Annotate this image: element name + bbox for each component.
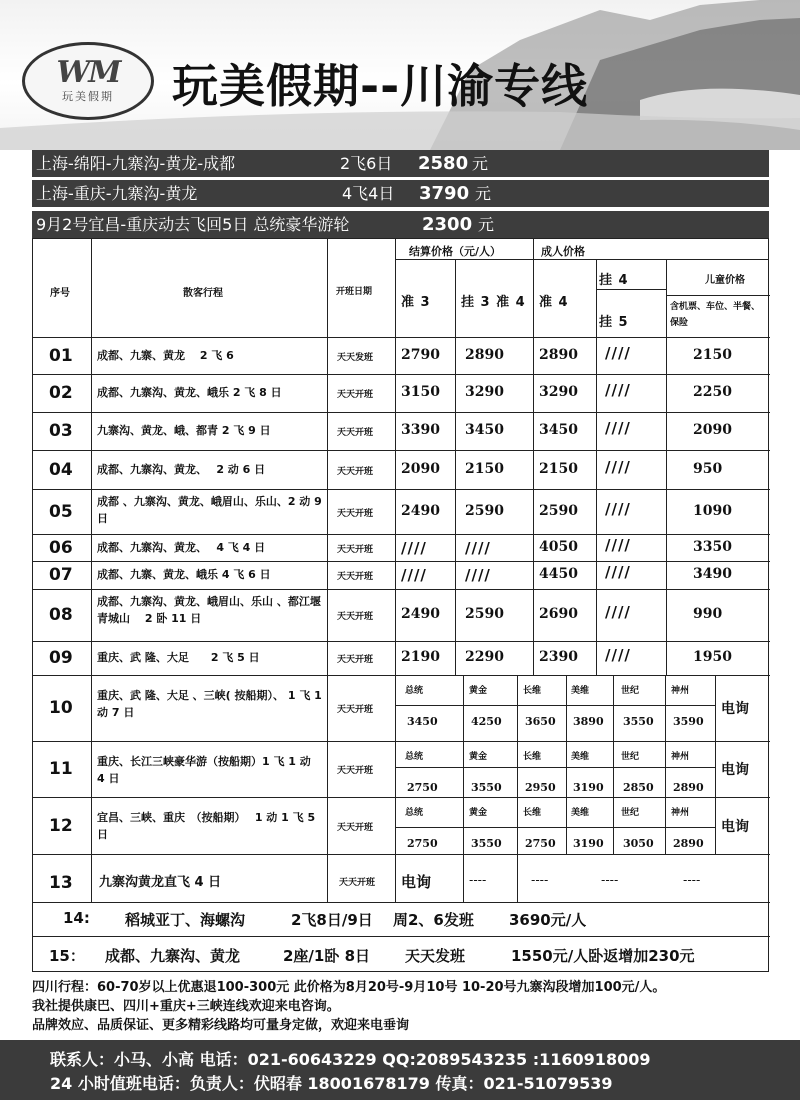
header-child-note: 含机票、车位、半餐、保险: [670, 302, 761, 328]
promo-price: 3790: [419, 183, 470, 204]
price-child: 2150: [693, 346, 732, 363]
ship-price: 3550: [623, 715, 654, 728]
price-table: [32, 238, 769, 972]
header-gua3zhun4: 挂 3 准 4: [461, 295, 526, 310]
price-gua4: ////: [605, 499, 631, 518]
row-no: 05: [49, 501, 73, 522]
promo-band-3: [32, 211, 769, 238]
ship-name: 长维: [523, 808, 542, 818]
price-p3: 2890: [539, 346, 578, 363]
price-p2: 2150: [465, 460, 504, 477]
row-schedule: 天天开班: [337, 466, 374, 477]
row-no: 09: [49, 648, 73, 668]
header-zhun3: 准 3: [401, 295, 431, 310]
row-schedule: 天天开班: [337, 508, 374, 519]
ship-name: 黄金: [469, 808, 488, 818]
ship-name: 世纪: [621, 752, 640, 762]
ship-price: 3890: [573, 715, 604, 728]
page-title: 玩美假期--川渝专线: [172, 59, 589, 113]
row-no: 01: [49, 345, 73, 366]
price-p1: 2090: [401, 460, 440, 477]
price-gua4: ////: [605, 419, 631, 437]
ship-name: 美维: [571, 808, 590, 818]
price-p3: 3290: [539, 384, 578, 400]
promo-days: 2飞6日: [340, 154, 393, 173]
row-schedule: 天天开班: [337, 655, 374, 665]
header-settle: 结算价格（元/人）: [409, 245, 502, 258]
price-p3: 2690: [539, 606, 578, 622]
row-inquiry: 电询: [721, 818, 749, 835]
row-schedule: 天天开班: [337, 766, 374, 776]
row-13-dash: ----: [601, 873, 619, 887]
price-p2: 2590: [465, 606, 504, 622]
ship-name: 神州: [671, 686, 690, 696]
price-p1: 2190: [401, 649, 440, 665]
ship-price: 3190: [573, 781, 604, 794]
row-15-schedule: 天天发班: [405, 947, 466, 965]
price-p2: ////: [465, 538, 491, 557]
promo-unit: 元: [475, 184, 492, 203]
price-gua4: ////: [605, 343, 631, 362]
ship-price: 2890: [673, 781, 704, 794]
price-p1: 2790: [401, 346, 440, 363]
footer-duty-line: 24 小时值班电话：负责人：伏昭春 18001678179 传真：021-51079539: [50, 1074, 613, 1093]
ship-name: 总统: [405, 752, 424, 762]
price-p1: 2490: [401, 502, 440, 519]
ship-price: 2950: [525, 781, 556, 794]
price-child: 1950: [693, 649, 732, 665]
ship-price: 3650: [525, 715, 556, 728]
price-child: 3350: [693, 538, 732, 555]
brand-logo: [22, 42, 154, 120]
row-inquiry: 电询: [721, 701, 749, 717]
row-schedule: 天天开班: [337, 390, 374, 400]
row-schedule: 天天开班: [337, 572, 374, 582]
note-line: 我社提供康巴、四川+重庆+三峡连线欢迎来电咨询。: [32, 999, 340, 1014]
ship-name: 世纪: [621, 808, 640, 818]
row-itinerary: 宜昌、三峡、重庆 （按船期） 1 动 1 飞 5 日: [97, 811, 316, 841]
row-13-no: 13: [49, 873, 73, 893]
header-banner: [0, 0, 800, 150]
ship-name: 美维: [571, 686, 590, 696]
price-p3: 4450: [539, 566, 578, 582]
row-itinerary: 成都、九寨沟、黄龙、 4 飞 4 日: [97, 540, 266, 554]
promo-unit: 元: [478, 215, 495, 234]
row-no: 11: [49, 759, 73, 779]
row-itinerary: 重庆、武 隆、大足 、三峡( 按船期）、 1 飞 1 动 7 日: [97, 689, 322, 719]
row-itinerary: 成都、九寨沟、黄龙、 2 动 6 日: [97, 462, 266, 476]
ship-name: 黄金: [469, 686, 488, 696]
promo-band-1: [32, 150, 769, 177]
header-zhun4: 准 4: [539, 295, 569, 310]
price-p1: 2490: [401, 606, 440, 622]
note-line: 四川行程：60-70岁以上优惠退100-300元 此价格为8月20号-9月10号 10-20号九寨沟段增加100元/人。: [32, 980, 666, 995]
row-itinerary: 成都、九寨、黄龙 2 飞 6: [97, 348, 234, 362]
ship-name: 世纪: [621, 686, 640, 696]
promo-route: 9月2号宜昌-重庆动去飞回5日 总统豪华游轮: [36, 215, 350, 234]
row-no: 12: [49, 815, 73, 836]
note-line: 品牌效应、品质保证、更多精彩线路均可量身定做，欢迎来电垂询: [32, 1018, 410, 1033]
row-13-dash: ----: [469, 873, 487, 887]
header-child: 儿童价格: [705, 275, 745, 286]
row-schedule: 天天开班: [337, 705, 374, 715]
price-child: 990: [693, 606, 723, 622]
ship-price: 3190: [573, 837, 604, 850]
price-p3: 2590: [539, 502, 578, 519]
ship-price: 2750: [407, 781, 438, 794]
row-no: 10: [49, 698, 73, 718]
header-seq: 序号: [50, 288, 70, 299]
row-schedule: 天天开班: [337, 428, 374, 438]
row-15-route: 成都、九寨沟、黄龙: [105, 947, 241, 965]
row-schedule: 天天开班: [337, 544, 374, 555]
price-p3: 2390: [539, 649, 578, 665]
row-schedule: 天天开班: [337, 612, 374, 622]
row-13-inquiry: 电询: [401, 873, 432, 891]
notes: [32, 978, 665, 1035]
header-schedule: 开班日期: [336, 287, 373, 297]
ship-price: 2850: [623, 781, 654, 794]
header-gua4: 挂 4: [599, 273, 629, 288]
promo-price: 2580: [418, 153, 469, 174]
ship-price: 3590: [673, 715, 704, 728]
row-itinerary: 成都、九寨、黄龙、峨乐 4 飞 6 日: [97, 568, 271, 581]
ship-name: 黄金: [469, 752, 488, 762]
row-itinerary: 重庆、武 隆、大足 2 飞 5 日: [97, 651, 260, 664]
row-itinerary: 九寨沟、黄龙、峨、都青 2 飞 9 日: [97, 424, 271, 437]
row-13-dash: ----: [683, 873, 701, 887]
row-itinerary: 成都 、九寨沟、黄龙、峨眉山、乐山、2 动 9 日: [97, 495, 322, 525]
price-child: 2090: [693, 422, 732, 438]
price-child: 3490: [693, 566, 732, 582]
price-gua4: ////: [605, 457, 631, 476]
price-child: 2250: [693, 384, 732, 400]
ship-price: 2750: [525, 837, 556, 850]
price-p2: 2890: [465, 346, 504, 363]
row-13-dash: ----: [531, 873, 549, 887]
row-no: 08: [49, 605, 73, 625]
row-schedule: 天天发班: [337, 352, 374, 363]
row-14-route: 稻城亚丁、海螺沟: [125, 911, 246, 929]
price-child: 1090: [693, 502, 732, 519]
ship-name: 长维: [523, 686, 542, 696]
price-gua4: ////: [605, 646, 631, 664]
row-14-price: 3690元/人: [509, 911, 587, 929]
price-p1: 3390: [401, 422, 440, 438]
ship-price: 3050: [623, 837, 654, 850]
price-gua4: ////: [605, 381, 631, 399]
promo-band-2: [32, 180, 769, 207]
row-no: 04: [49, 459, 73, 480]
row-15-no: 15：: [49, 947, 85, 965]
price-child: 950: [693, 460, 723, 477]
promo-unit: 元: [472, 154, 489, 173]
row-no: 07: [49, 565, 73, 585]
logo-mark: WM: [56, 55, 120, 90]
ship-name: 长维: [523, 752, 542, 762]
ship-name: 神州: [671, 752, 690, 762]
row-15-days: 2座/1卧 8日: [283, 947, 371, 965]
contact-footer: [0, 1040, 800, 1100]
price-gua4: ////: [605, 535, 631, 554]
price-p3: 2150: [539, 460, 578, 477]
row-schedule: 天天开班: [337, 822, 374, 833]
price-p2: 2590: [465, 502, 504, 519]
row-no: 02: [49, 383, 73, 403]
ship-name: 美维: [571, 752, 590, 762]
ship-price: 3450: [407, 715, 438, 728]
price-p2: 3290: [465, 384, 504, 400]
ship-price: 3550: [471, 837, 502, 850]
footer-contact-line: 联系人：小马、小高 电话：021-60643229 QQ:2089543235 :1160918009: [50, 1050, 651, 1069]
row-inquiry: 电询: [721, 762, 749, 778]
price-p2: ////: [465, 566, 491, 584]
row-14-schedule: 周2、6发班: [393, 911, 474, 929]
ship-price: 4250: [471, 715, 502, 728]
ship-price: 2750: [407, 837, 438, 850]
price-p3: 4050: [539, 538, 578, 555]
row-no: 06: [49, 537, 73, 558]
price-p1: ////: [401, 566, 427, 584]
ship-name: 总统: [405, 808, 424, 818]
row-14-days: 2飞8日/9日: [291, 911, 373, 929]
logo-subtitle: 玩美假期: [62, 90, 114, 103]
price-p2: 3450: [465, 422, 504, 438]
header-adult: 成人价格: [541, 245, 585, 258]
promo-route: 上海-绵阳-九寨沟-黄龙-成都: [36, 154, 236, 173]
price-p1: ////: [401, 538, 427, 557]
row-13-schedule: 天天开班: [339, 878, 376, 888]
price-p2: 2290: [465, 649, 504, 665]
price-gua4: ////: [605, 603, 631, 621]
ship-price: 3550: [471, 781, 502, 794]
ship-name: 神州: [671, 808, 690, 818]
row-13-itinerary: 九寨沟黄龙直飞 4 日: [99, 875, 222, 890]
row-no: 03: [49, 421, 73, 441]
price-gua4: ////: [605, 563, 631, 581]
ship-price: 2890: [673, 837, 704, 850]
promo-days: 4飞4日: [342, 184, 395, 203]
price-p1: 3150: [401, 384, 440, 400]
row-14-no: 14:: [63, 909, 90, 927]
row-itinerary: 成都、九寨沟、黄龙、峨眉山、乐山 、都江堰 青城山 2 卧 11 日: [97, 595, 321, 625]
header-itinerary: 散客行程: [183, 288, 223, 299]
price-p3: 3450: [539, 422, 578, 438]
row-itinerary: 重庆、长江三峡豪华游（按船期）1 飞 1 动 4 日: [97, 755, 311, 785]
promo-price: 2300: [422, 214, 473, 235]
row-15-price: 1550元/人卧返增加230元: [511, 947, 695, 965]
row-itinerary: 成都、九寨沟、黄龙、峨乐 2 飞 8 日: [97, 386, 282, 399]
ship-name: 总统: [405, 686, 424, 696]
header-gua5: 挂 5: [599, 315, 629, 330]
promo-route: 上海-重庆-九寨沟-黄龙: [36, 184, 198, 203]
